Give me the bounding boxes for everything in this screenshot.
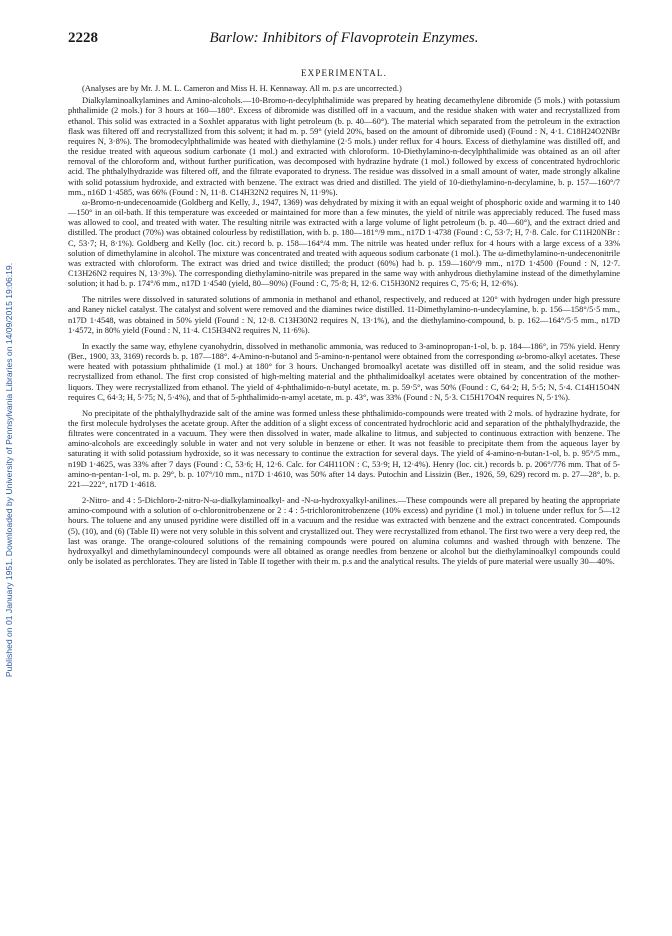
analyses-note: (Analyses are by Mr. J. M. L. Cameron and Miss H. H. Kennaway. All m. p.s are uncorrected.)	[82, 83, 402, 94]
paragraph-amino-alcohols: In exactly the same way, ethylene cyanohydrin, dissolved in methanolic ammonia, was reduced to 3-aminopropan-1-ol, b. p. 184—186°, in 75% yield. Henry (Ber., 1900, 33, 3169) records b. p. 187—188°. 4-Amino-n-butanol and 5-amino-n-pentanol were obtained from the corresponding ω-bromo-alkyl acetates. These were heated with potassium phthalimide (1 mol.) at 180° for 3 hours. Unchanged bromoalkyl acetate was distilled off in steam, and the solid residue was recrystallized from ethanol. The first crop consisted of high-melting material and the phthalimidoalkyl acetates were obtained by concentration of the mother-liquors. They were recrystallized from ethanol. The yield of 4-phthalimido-n-butyl acetate, m. p. 59·5°, was 50% (Found : C, 64·2; H, 5·5; N, 5·4. C14H15O4N requires C, 64·3; H, 5·75; N, 5·4%), and that of 5-phthalimido-n-amyl acetate, m. p. 43°, was 33% (Found : N, 5·3. C15H17O4N requires N, 5·1%).	[68, 340, 620, 402]
section-title: EXPERIMENTAL.	[300, 68, 388, 78]
paragraph-nitrile-reduction: The nitriles were dissolved in saturated solutions of ammonia in methanol and ethanol, respectively, and reduced at 120° with hydrogen under high pressure and Raney nickel catalyst. The catalyst and solvent were removed and the diamines twice distilled. 11-Dimethylamino-n-undecylamine, b. p. 156—158°/5·5 mm., n17D 1·4548, was obtained in 50% yield (Found : N, 12·8. C13H30N2 requires N, 13·1%), and the diethylamino-compound, b. p. 162—164°/5·5 mm., n17D 1·4572, in 80% yield (Found : N, 11·4. C15H34N2 requires N, 11·6%).	[68, 294, 620, 335]
page-number: 2228	[68, 30, 98, 46]
article-body	[68, 68, 620, 566]
download-watermark	[2, 120, 16, 820]
page-header	[68, 30, 620, 50]
paragraph-nitroanilines: 2-Nitro- and 4 : 5-Dichloro-2-nitro-N-ω-dialkylaminoalkyl- and -N-ω-hydroxyalkyl-anilines.—These compounds were all prepared by heating the appropriate amino-compound with a solution of o-chloronitrobenzene or 2 : 4 : 5-trichloronitrobenzene (10% excess) and pyridine (1 mol.) in toluene under reflux for 5—12 hours. The toluene and any unused pyridine were distilled off in a vacuum and the residue was extracted with benzene and the extract concentrated. Compounds (5), (10), and (6) (Table II) were not very soluble in this solvent and crystallized out. They were recrystallized from ethanol. The first two were a very deep red, the last was orange. The orange-coloured solutions of the remaining compounds were poured on alumina columns and washed through with benzene. The hydroxyalkyl and dimethylaminoundecyl compounds were all obtained as orange needles from benzene or alcohol but the diethylaminoalkyl compounds could only be isolated as perchlorates. They are listed in Table II together with their m. p.s and the analytical results. The yields of pure material were usually 30—40%.	[68, 495, 620, 567]
download-watermark-text: Published on 01 January 1951. Downloaded by University of Pennsylvania Libraries on 14/09/2015 19:06:19.	[4, 262, 14, 678]
paragraph-bromo-undecenoamide: ω-Bromo-n-undecenoamide (Goldberg and Kelly, J., 1947, 1369) was dehydrated by mixing it with an equal weight of phosphoric oxide and warming it to 140—150° in an oil-bath. If this temperature was exceeded or maintained for more than a few minutes, the yield of nitrile was appreciably reduced. The fused mass was allowed to cool, and treated with water. The resulting nitrile was extracted with a large volume of light petroleum (b. p. 40—60°), and the extract dried and distilled. The product (70%) was obtained colourless by redistillation, with b. p. 180—181°/9 mm., n17D 1·4738 (Found : C, 53·7; H, 7·8. Calc. for C11H20NBr : C, 53·7; H, 8·1%). Goldberg and Kelly (loc. cit.) record b. p. 158—164°/4 mm. The nitrile was heated under reflux for 4 hours with a large excess of a 33% solution of dimethylamine in alcohol. The mixture was concentrated and treated with aqueous sodium carbonate (1 mol.). The ω-dimethylamino-n-undecenonitrile was extracted with chloroform. The extract was dried and twice distilled; the product (60%) had b. p. 159—160°/9 mm., n17D 1·4500 (Found : N, 12·7. C13H26N2 requires N, 13·3%). The corresponding diethylamino-nitrile was prepared in the same way with anhydrous diethylamine instead of the dimethylamine solution; it had b. p. 174°/6 mm., n17D 1·4540 (yield, 80—90%) (Found : C, 75·8; H, 12·6. C15H30N2 requires C, 75·6; H, 12·6%).	[68, 196, 620, 289]
paragraph-phthalylhydrazide: No precipitate of the phthalylhydrazide salt of the amine was formed unless these phthalimido-compounds were treated with 2 mols. of hydrazine hydrate, for the first molecule hydrolyses the acetate group. After the addition of a slight excess of concentrated hydrochloric acid and separation of the phthalylhydrazide, the filtrates were concentrated in a vacuum. They were then dissolved in water, made alkaline to litmus, and subjected to continuous extraction with benzene. The amino-alcohols are exceedingly soluble in water and not very soluble in benzene or ether. It was not feasible to precipitate them from the aqueous layer by saturating it with solid potassium hydroxide, so it was necessary to continue the extraction for several days. The yield of 4-amino-n-butan-1-ol, b. p. 95°/5 mm., n19D 1·4625, was 33% after 7 days (Found : C, 53·6; H, 12·6. Calc. for C4H11ON : C, 53·9; H, 12·4%). Henry (loc. cit.) records b. p. 206°/776 mm. That of 5-amino-n-pentan-1-ol, m. p. 29°, b. p. 107°/10 mm., n17D 1·4610, was 50% after 14 days. Putochin and Lissizin (Ber., 1926, 59, 629) record m. p. 27—28°, b. p. 221—222°, n17D 1·4618.	[68, 407, 620, 489]
running-title: Barlow: Inhibitors of Flavoprotein Enzymes.	[209, 30, 479, 46]
paragraph-dialkylaminoalkylamines: Dialkylaminoalkylamines and Amino-alcohols.—10-Bromo-n-decylphthalimide was prepared by heating decamethylene dibromide (5 mols.) with potassium phthalimide (2 mols.) for 3 hours at 160—180°. Excess of dibromide was distilled off in a vacuum, and the residue shaken with water and recrystallized from ethanol. This solid was extracted in a Soxhlet apparatus with light petroleum (b. p. 40—60°). The material which separated from the petroleum in the extraction flask was filtered off and recrystallized from this solvent; it had m. p. 59° (yield 20%, based on the amount of dibromide used) (Found : N, 4·1. C18H24O2NBr requires N, 3·8%). The bromodecylphthalimide was heated with diethylamine (2·5 mols.) under reflux for 4 hours. Excess of diethylamine was distilled off, and the residue treated with aqueous sodium carbonate (1 mol.) and extracted with chloroform. 10-Diethylamino-n-decylphthalimide was obtained as an oil after removal of the chloroform and, without further purification, was decomposed with hydrazine hydrate (1 mol.) followed by excess of concentrated hydrochloric acid. The phthalylhydrazide was filtered off, and the filtrate evaporated to dryness. The residue was dissolved in a small amount of water, made strongly alkaline with solid potassium hydroxide, and extracted with benzene. The extract was dried and distilled. The yield of 10-diethylamino-n-decylamine, b. p. 157—160°/7 mm., n16D 1·4585, was 66% (Found : N, 11·8. C14H32N2 requires N, 11·9%).	[68, 95, 620, 197]
